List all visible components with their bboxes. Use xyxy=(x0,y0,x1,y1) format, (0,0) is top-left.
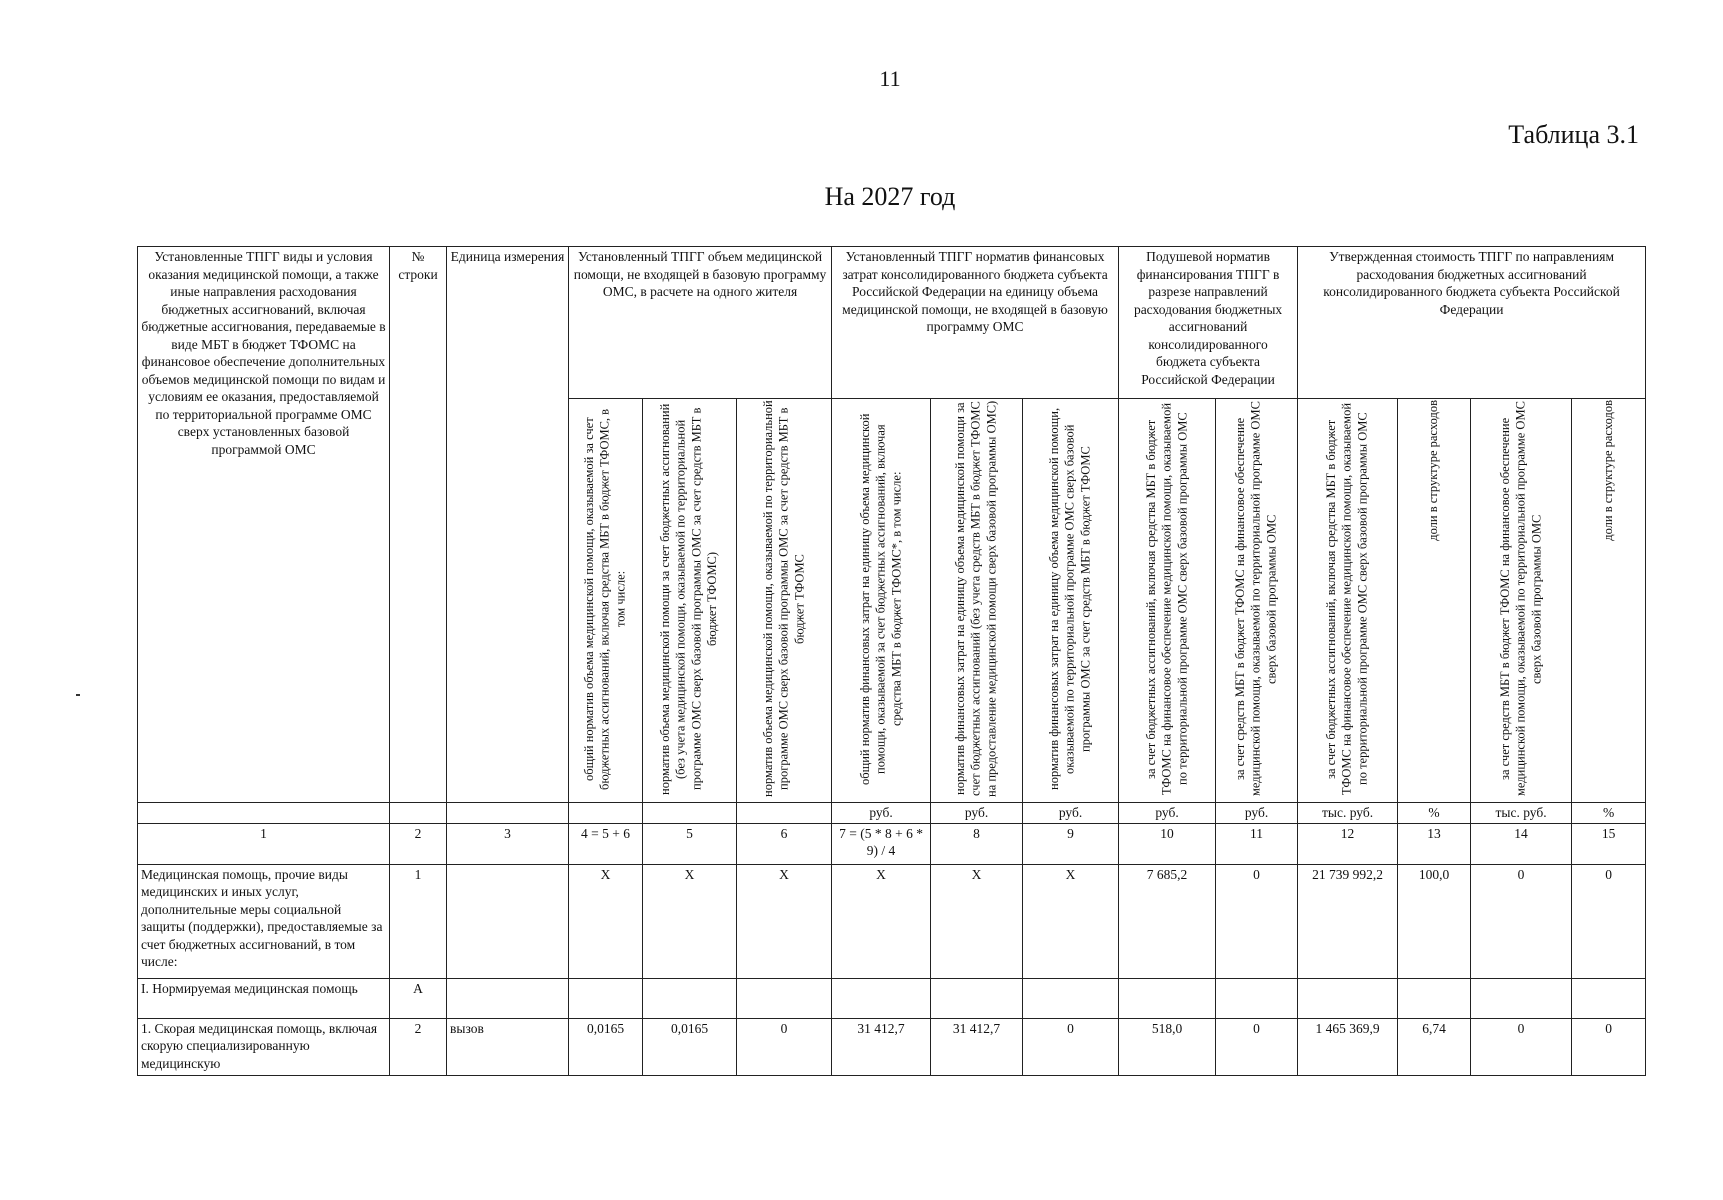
cell: 0 xyxy=(1023,1018,1119,1075)
cell xyxy=(832,978,931,1018)
row-unit xyxy=(447,978,569,1018)
column-number: 2 xyxy=(390,823,447,864)
cell: Х xyxy=(1023,864,1119,978)
header-service: Установленные ТПГГ виды и условия оказания медицинской помощи, а также иные направления расходования бюджетных ассигнований, включая бюджетные ассигнования, передаваемые в виде МБТ в бюджет ТФОМС на финансовое обеспечение дополнительных объемов медицинской помощи по видам и условиям ее оказания, предоставляемой по территориальной программе ОМС сверх установленных базовой программой ОМС xyxy=(138,247,390,803)
unit-cell xyxy=(447,803,569,824)
row-unit: вызов xyxy=(447,1018,569,1075)
column-numbers-row xyxy=(138,823,1646,864)
cell: 0,0165 xyxy=(643,1018,737,1075)
column-number: 9 xyxy=(1023,823,1119,864)
cell: 0 xyxy=(1216,864,1298,978)
header-sub-11: за счет средств МБТ в бюджет ТФОМС на финансовое обеспечение медицинской помощи, оказываемой по территориальной программе ОМС сверх базовой программы ОМС xyxy=(1471,399,1572,803)
cell xyxy=(1119,978,1216,1018)
column-number: 7 = (5 * 8 + 6 * 9) / 4 xyxy=(832,823,931,864)
column-number: 13 xyxy=(1398,823,1471,864)
unit-cell: % xyxy=(1572,803,1646,824)
cell: 0 xyxy=(1572,1018,1646,1075)
row-name: 1. Скорая медицинская помощь, включая скорую специализированную медицинскую xyxy=(138,1018,390,1075)
column-number: 15 xyxy=(1572,823,1646,864)
cell xyxy=(1216,978,1298,1018)
cell: Х xyxy=(832,864,931,978)
header-sub-12: доли в структуре расходов xyxy=(1572,399,1646,803)
table-row xyxy=(138,864,1646,978)
header-sub-6: норматив финансовых затрат на единицу объема медицинской помощи, оказываемой по территориальной программе ОМС сверх базовой программы ОМС за счет средств МБТ в бюджет ТФОМС xyxy=(1023,399,1119,803)
cell: 0,0165 xyxy=(569,1018,643,1075)
cell xyxy=(1572,978,1646,1018)
row-name: I. Нормируемая медицинская помощь xyxy=(138,978,390,1018)
column-number: 11 xyxy=(1216,823,1298,864)
cell: 6,74 xyxy=(1398,1018,1471,1075)
header-sub-8: за счет средств МБТ в бюджет ТФОМС на финансовое обеспечение медицинской помощи, оказываемой по территориальной программе ОМС сверх базовой программы ОМС xyxy=(1216,399,1298,803)
cell: 7 685,2 xyxy=(1119,864,1216,978)
header-sub-7: за счет бюджетных ассигнований, включая средства МБТ в бюджет ТФОМС на финансовое обеспечение медицинской помощи, оказываемой по территориальной программе ОМС сверх базовой программы ОМС xyxy=(1119,399,1216,803)
table-row xyxy=(138,978,1646,1018)
cell: Х xyxy=(569,864,643,978)
cell: 0 xyxy=(1471,1018,1572,1075)
header-sub-4: общий норматив финансовых затрат на единицу объема медицинской помощи, оказываемой за счет бюджетных ассигнований, включая средства МБТ в бюджет ТФОМС*, в том числе: xyxy=(832,399,931,803)
column-number: 5 xyxy=(643,823,737,864)
cell xyxy=(1398,978,1471,1018)
header-group-per-capita: Подушевой норматив финансирования ТПГГ в разрезе направлений расходования бюджетных ассигнований консолидированного бюджета субъекта Российской Федерации xyxy=(1119,247,1298,399)
row-unit xyxy=(447,864,569,978)
budget-table xyxy=(137,246,1646,1076)
column-number: 10 xyxy=(1119,823,1216,864)
header-group-cost-norm: Установленный ТПГГ норматив финансовых затрат консолидированного бюджета субъекта Российской Федерации на единицу объема медицинской помощи, не входящей в базовую программу ОМС xyxy=(832,247,1119,399)
document-title: На 2027 год xyxy=(824,182,956,211)
header-sub-2: норматив объема медицинской помощи за счет бюджетных ассигнований (без учета медицинской помощи, оказываемой по территориальной программе ОМС сверх базовой программы ОМС за счет средств МБТ в бюджет ТФОМС) xyxy=(643,399,737,803)
cell xyxy=(1471,978,1572,1018)
unit-cell xyxy=(138,803,390,824)
row-number: 2 xyxy=(390,1018,447,1075)
cell: 100,0 xyxy=(1398,864,1471,978)
cell xyxy=(569,978,643,1018)
column-number: 1 xyxy=(138,823,390,864)
page-number: 11 xyxy=(879,66,901,91)
header-row-groups xyxy=(138,247,1646,399)
row-number: А xyxy=(390,978,447,1018)
cell xyxy=(931,978,1023,1018)
header-sub-1: общий норматив объема медицинской помощи, оказываемой за счет бюджетных ассигнований, включая средства МБТ в бюджет ТФОМС, в том числе: xyxy=(569,399,643,803)
unit-cell xyxy=(569,803,643,824)
header-unit: Единица измерения xyxy=(447,247,569,803)
header-group-approved: Утвержденная стоимость ТПГГ по направлениям расходования бюджетных ассигнований консолидированного бюджета субъекта Российской Федерации xyxy=(1298,247,1646,399)
unit-cell: тыс. руб. xyxy=(1298,803,1398,824)
unit-cell: % xyxy=(1398,803,1471,824)
units-row xyxy=(138,803,1646,824)
cell: 0 xyxy=(1572,864,1646,978)
unit-cell: руб. xyxy=(931,803,1023,824)
unit-cell xyxy=(737,803,832,824)
unit-cell xyxy=(643,803,737,824)
header-sub-3: норматив объема медицинской помощи, оказываемой по территориальной программе ОМС сверх базовой программы ОМС за счет средств МБТ в бюджет ТФОМС xyxy=(737,399,832,803)
column-number: 14 xyxy=(1471,823,1572,864)
column-number: 3 xyxy=(447,823,569,864)
cell: 0 xyxy=(737,1018,832,1075)
unit-cell xyxy=(390,803,447,824)
column-number: 6 xyxy=(737,823,832,864)
cell: 0 xyxy=(1471,864,1572,978)
cell: 31 412,7 xyxy=(832,1018,931,1075)
cell xyxy=(737,978,832,1018)
cell: 0 xyxy=(1216,1018,1298,1075)
cell xyxy=(643,978,737,1018)
column-number: 4 = 5 + 6 xyxy=(569,823,643,864)
cell: 1 465 369,9 xyxy=(1298,1018,1398,1075)
cell xyxy=(1298,978,1398,1018)
row-number: 1 xyxy=(390,864,447,978)
column-number: 12 xyxy=(1298,823,1398,864)
cell: 21 739 992,2 xyxy=(1298,864,1398,978)
cell: Х xyxy=(643,864,737,978)
header-sub-10: доли в структуре расходов xyxy=(1398,399,1471,803)
scan-speck xyxy=(76,694,80,696)
cell: 518,0 xyxy=(1119,1018,1216,1075)
cell: 31 412,7 xyxy=(931,1018,1023,1075)
cell: Х xyxy=(931,864,1023,978)
unit-cell: тыс. руб. xyxy=(1471,803,1572,824)
cell xyxy=(1023,978,1119,1018)
column-number: 8 xyxy=(931,823,1023,864)
unit-cell: руб. xyxy=(1119,803,1216,824)
cell: Х xyxy=(737,864,832,978)
table-label: Таблица 3.1 xyxy=(1508,120,1639,149)
row-name: Медицинская помощь, прочие виды медицинских и иных услуг, дополнительные меры социальной защиты (поддержки), предоставляемые за счет бюджетных ассигнований, в том числе: xyxy=(138,864,390,978)
unit-cell: руб. xyxy=(1023,803,1119,824)
table-row xyxy=(138,1018,1646,1075)
header-sub-5: норматив финансовых затрат на единицу объема медицинской помощи за счет бюджетных ассигнований (без учета средств МБТ в бюджет ТФОМС на предоставление медицинской помощи сверх базовой программы ОМС) xyxy=(931,399,1023,803)
header-sub-9: за счет бюджетных ассигнований, включая средства МБТ в бюджет ТФОМС на финансовое обеспечение медицинской помощи, оказываемой по территориальной программе ОМС сверх базовой программы ОМС xyxy=(1298,399,1398,803)
header-group-volume: Установленный ТПГГ объем медицинской помощи, не входящей в базовую программу ОМС, в расчете на одного жителя xyxy=(569,247,832,399)
unit-cell: руб. xyxy=(832,803,931,824)
header-row-number: № строки xyxy=(390,247,447,803)
unit-cell: руб. xyxy=(1216,803,1298,824)
